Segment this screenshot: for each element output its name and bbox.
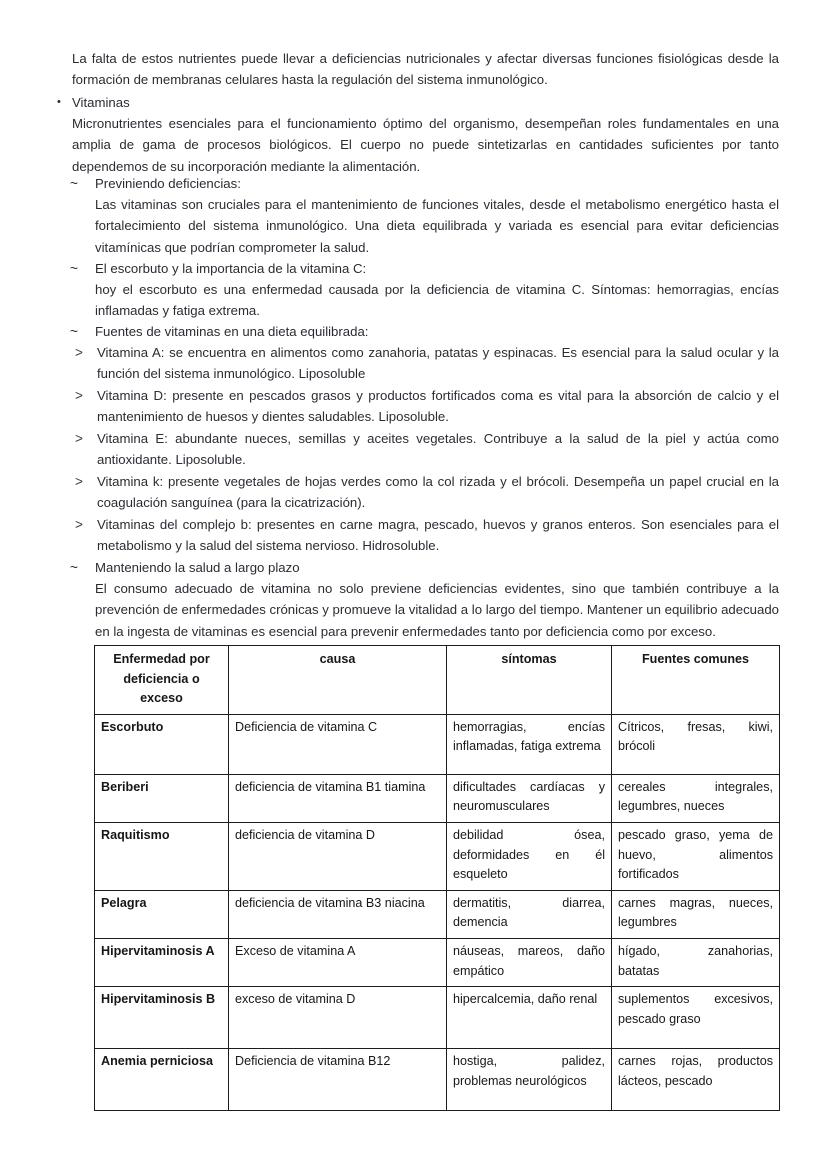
cell-fuentes: cereales integrales, legumbres, nueces xyxy=(612,774,780,822)
table-row xyxy=(95,938,780,986)
list-item-vitamina-d: Vitamina D: presente en pescados grasos y productos fortificados coma es vital para la absorción de calcio y el mantenimiento de huesos y dientes saludables. Liposoluble. xyxy=(97,388,779,425)
cell-sintomas: hipercalcemia, daño renal xyxy=(447,987,612,1049)
gt-marker-vitamina-e: > xyxy=(75,431,83,446)
section-heading-fuentes: Fuentes de vitaminas en una dieta equilibrada: xyxy=(95,324,369,339)
intro-paragraph: La falta de estos nutrientes puede llevar a deficiencias nutricionales y afectar diversas funciones fisiológicas desde la formación de membranas celulares hasta la regulación del sistema inmunológico. xyxy=(72,51,779,88)
cell-causa: Deficiencia de vitamina C xyxy=(229,714,447,774)
cell-enfermedad: Pelagra xyxy=(95,890,229,938)
tilde-marker-manteniendo: ~ xyxy=(70,560,78,575)
column-header-fuentes: Fuentes comunes xyxy=(612,646,780,715)
cell-causa: Deficiencia de vitamina B12 xyxy=(229,1049,447,1111)
section-text-manteniendo: El consumo adecuado de vitamina no solo previene deficiencias evidentes, sino que también contribuye a la prevención de enfermedades crónicas y promueve la vitalidad a lo largo del tiempo. Mantener un equilibrio adecuado en la ingesta de vitaminas es esencial para prevenir enfermedades tanto por deficiencia como por exceso. xyxy=(95,581,779,639)
cell-enfermedad: Hipervitaminosis B xyxy=(95,987,229,1049)
vitaminas-paragraph: Micronutrientes esenciales para el funcionamiento óptimo del organismo, desempeñan roles fundamentales en una amplia de gama de procesos biológicos. El cuerpo no puede sintetizarlas en cantidades suficientes por tanto dependemos de su incorporación mediante la alimentación. xyxy=(72,116,779,174)
diseases-table-wrapper xyxy=(94,645,779,1111)
tilde-marker-fuentes: ~ xyxy=(70,324,78,339)
list-item-vitamina-k: Vitamina k: presente vegetales de hojas verdes como la col rizada y el brócoli. Desempeña un papel crucial en la coagulación sanguínea (para la cicatrización). xyxy=(97,474,779,511)
cell-causa: deficiencia de vitamina B1 tiamina xyxy=(229,774,447,822)
tilde-marker-escorbuto: ~ xyxy=(70,261,78,276)
cell-fuentes: carnes magras, nueces, legumbres xyxy=(612,890,780,938)
cell-fuentes: carnes rojas, productos lácteos, pescado xyxy=(612,1049,780,1111)
table-row xyxy=(95,1049,780,1111)
section-text-escorbuto: hoy el escorbuto es una enfermedad causada por la deficiencia de vitamina C. Síntomas: hemorragias, encías inflamadas y fatiga extrema. xyxy=(95,282,779,319)
table-row xyxy=(95,822,780,890)
gt-marker-vitamina-d: > xyxy=(75,388,83,403)
cell-fuentes: pescado graso, yema de huevo, alimentos fortificados xyxy=(612,822,780,890)
cell-enfermedad: Escorbuto xyxy=(95,714,229,774)
cell-causa: deficiencia de vitamina B3 niacina xyxy=(229,890,447,938)
cell-sintomas: hostiga, palidez, problemas neurológicos xyxy=(447,1049,612,1111)
column-header-sintomas: síntomas xyxy=(447,646,612,715)
cell-enfermedad: Beriberi xyxy=(95,774,229,822)
section-heading-escorbuto: El escorbuto y la importancia de la vitamina C: xyxy=(95,261,367,276)
tilde-marker-previniendo: ~ xyxy=(70,176,78,191)
cell-fuentes: hígado, zanahorias, batatas xyxy=(612,938,780,986)
cell-causa: Exceso de vitamina A xyxy=(229,938,447,986)
gt-marker-vitamina-k: > xyxy=(75,474,83,489)
section-heading-previniendo: Previniendo deficiencias: xyxy=(95,176,241,191)
cell-fuentes: suplementos excesivos, pescado graso xyxy=(612,987,780,1049)
list-item-vitamina-e: Vitamina E: abundante nueces, semillas y aceites vegetales. Contribuye a la salud de la piel y actúa como antioxidante. Liposoluble. xyxy=(97,431,779,468)
gt-marker-vitamina-a: > xyxy=(75,345,83,360)
list-item-vitamina-a: Vitamina A: se encuentra en alimentos como zanahoria, patatas y espinacas. Es esencial para la salud ocular y la función del sistema inmunológico. Liposoluble xyxy=(97,345,779,382)
cell-sintomas: dermatitis, diarrea, demencia xyxy=(447,890,612,938)
cell-enfermedad: Anemia perniciosa xyxy=(95,1049,229,1111)
cell-causa: exceso de vitamina D xyxy=(229,987,447,1049)
table-header-row xyxy=(95,646,780,715)
cell-sintomas: dificultades cardíacas y neuromusculares xyxy=(447,774,612,822)
list-item-complejo-b: Vitaminas del complejo b: presentes en carne magra, pescado, huevos y granos enteros. Son esenciales para el metabolismo y la salud del sistema nervioso. Hidrosoluble. xyxy=(97,517,779,554)
table-header xyxy=(95,646,780,715)
column-header-enfermedad: Enfermedad por deficiencia o exceso xyxy=(95,646,229,715)
table-row xyxy=(95,987,780,1049)
table-row xyxy=(95,890,780,938)
cell-enfermedad: Raquitismo xyxy=(95,822,229,890)
gt-marker-complejo-b: > xyxy=(75,517,83,532)
table-body xyxy=(95,714,780,1110)
table-row xyxy=(95,714,780,774)
table-row xyxy=(95,774,780,822)
cell-causa: deficiencia de vitamina D xyxy=(229,822,447,890)
bullet-marker-vitaminas: • xyxy=(57,96,61,108)
cell-sintomas: hemorragias, encías inflamadas, fatiga extrema xyxy=(447,714,612,774)
heading-vitaminas: Vitaminas xyxy=(72,95,130,110)
diseases-table xyxy=(94,645,780,1111)
section-heading-manteniendo: Manteniendo la salud a largo plazo xyxy=(95,560,300,575)
cell-sintomas: náuseas, mareos, daño empático xyxy=(447,938,612,986)
cell-enfermedad: Hipervitaminosis A xyxy=(95,938,229,986)
section-text-previniendo: Las vitaminas son cruciales para el mantenimiento de funciones vitales, desde el metabolismo energético hasta el fortalecimiento del sistema inmunológico. Una dieta equilibrada y variada es esencial para evitar deficiencias vitamínicas que podrían comprometer la salud. xyxy=(95,197,779,255)
cell-fuentes: Cítricos, fresas, kiwi, brócoli xyxy=(612,714,780,774)
column-header-causa: causa xyxy=(229,646,447,715)
cell-sintomas: debilidad ósea, deformidades en él esqueleto xyxy=(447,822,612,890)
